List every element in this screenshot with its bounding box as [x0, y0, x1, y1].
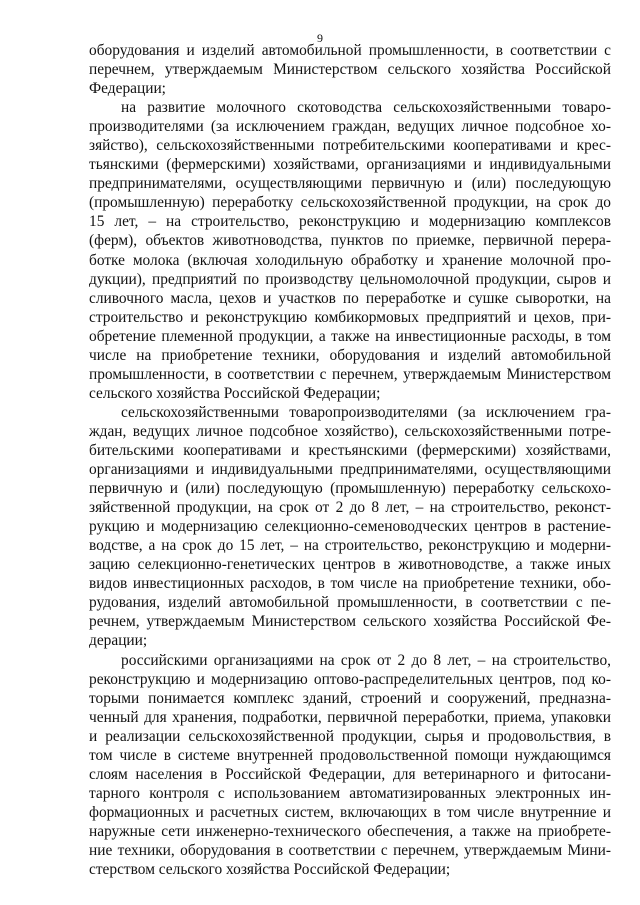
text-line: сельскохозяйственными товаропроизводителями (за исключением гра-: [121, 403, 611, 421]
text-line: ние техники, оборудования в соответствии с перечнем, утверждаемым Мини-: [89, 841, 611, 859]
text-line: предпринимателями, осуществляющими первичную и (или) последующую: [89, 175, 611, 193]
text-line: (ферм), объектов животноводства, пунктов по приемке, первичной перера-: [89, 232, 611, 250]
text-line: зацию селекционно-генетических центров в животноводстве, а также иных: [89, 556, 611, 574]
paragraph: [89, 403, 611, 651]
text-line: стерством сельского хозяйства Российской Федерации;: [89, 861, 451, 879]
text-line: промышленности, в соответствии с перечнем, утверждаемым Министерством: [89, 365, 611, 383]
text-line: ботке молока (включая холодильную обработку и хранение молочной про-: [89, 251, 611, 269]
text-line: 15 лет, – на строительство, реконструкцию и модернизацию комплексов: [89, 213, 611, 231]
text-line: числе на приобретение техники, оборудования и изделий автомобильной: [89, 346, 611, 364]
text-line: дукции), предприятий по производству цельномолочной продукции, сыров и: [89, 270, 611, 288]
text-line: (промышленную) переработку сельскохозяйственной продукции, на срок до: [89, 194, 611, 212]
text-line: первичную и (или) последующую (промышленную) переработку сельскохо-: [89, 480, 611, 498]
text-line: видов инвестиционных расходов, в том числе на приобретение техники, обо-: [89, 575, 611, 593]
text-line: водстве, а на срок до 15 лет, – на строительство, реконструкцию и модерни-: [89, 537, 611, 555]
text-line: производителями (за исключением граждан, ведущих личное подсобное хо-: [89, 118, 611, 136]
text-line: Федерации;: [89, 80, 166, 98]
text-line: дерации;: [89, 632, 148, 650]
text-line: том числе в системе внутренней продовольственной помощи нуждающимся: [89, 746, 611, 764]
document-body: [89, 41, 611, 879]
text-line: тьянскими (фермерскими) хозяйствами, организациями и индивидуальными: [89, 156, 611, 174]
text-line: рудования, изделий автомобильной промышленности, в соответствии с пе-: [89, 594, 611, 612]
text-line: ченный для хранения, подработки, первичной переработки, приема, упаковки: [89, 708, 611, 726]
text-line: тарного контроля с использованием автоматизированных электронных ин-: [89, 784, 611, 802]
text-line: организациями и индивидуальными предпринимателями, осуществляющими: [89, 461, 611, 479]
text-line: бительскими кооперативами и крестьянскими (фермерскими) хозяйствами,: [89, 441, 611, 459]
text-line: реконструкцию и модернизацию оптово-распределительных центров, под ко-: [89, 670, 611, 688]
text-line: речнем, утверждаемым Министерством сельского хозяйства Российской Фе-: [89, 613, 611, 631]
text-line: ждан, ведущих личное подсобное хозяйство), сельскохозяйственными потре-: [89, 422, 611, 440]
text-line: наружные сети инженерно-технического обеспечения, а также на приобрете-: [89, 822, 611, 840]
text-line: сливочного масла, цехов и участков по переработке и сушке сыворотки, на: [89, 289, 611, 307]
text-line: зяйство), сельскохозяйственными потребительскими кооперативами и крес-: [89, 137, 611, 155]
text-line: зяйственной продукции, на срок от 2 до 8 лет, – на строительство, реконст-: [89, 499, 611, 517]
text-line: на развитие молочного скотоводства сельскохозяйственными товаро-: [121, 99, 611, 117]
paragraph: [89, 98, 611, 403]
text-line: оборудования и изделий автомобильной промышленности, в соответствии с: [89, 42, 611, 59]
paragraph: [89, 651, 611, 880]
page-number: 9: [317, 31, 323, 45]
text-line: торыми понимается комплекс зданий, строений и сооружений, предназна-: [89, 689, 611, 707]
text-line: формационных и расчетных систем, включающих в том числе внутренние и: [89, 803, 611, 821]
text-line: российскими организациями на срок от 2 до 8 лет, – на строительство,: [121, 651, 611, 669]
text-line: обретение племенной продукции, а также на инвестиционные расходы, в том: [89, 327, 611, 345]
text-line: рукцию и модернизацию селекционно-семеноводческих центров в растение-: [89, 518, 611, 536]
text-line: перечнем, утверждаемым Министерством сельского хозяйства Российской: [89, 61, 611, 79]
text-line: и реализации сельскохозяйственной продукции, сырья и продовольствия, в: [89, 727, 611, 745]
paragraph: [89, 41, 611, 98]
text-line: строительство и реконструкцию комбикормовых предприятий и цехов, при-: [89, 308, 611, 326]
text-line: слоям населения в Российской Федерации, для ветеринарного и фитосани-: [89, 765, 611, 783]
text-line: сельского хозяйства Российской Федерации;: [89, 384, 381, 402]
